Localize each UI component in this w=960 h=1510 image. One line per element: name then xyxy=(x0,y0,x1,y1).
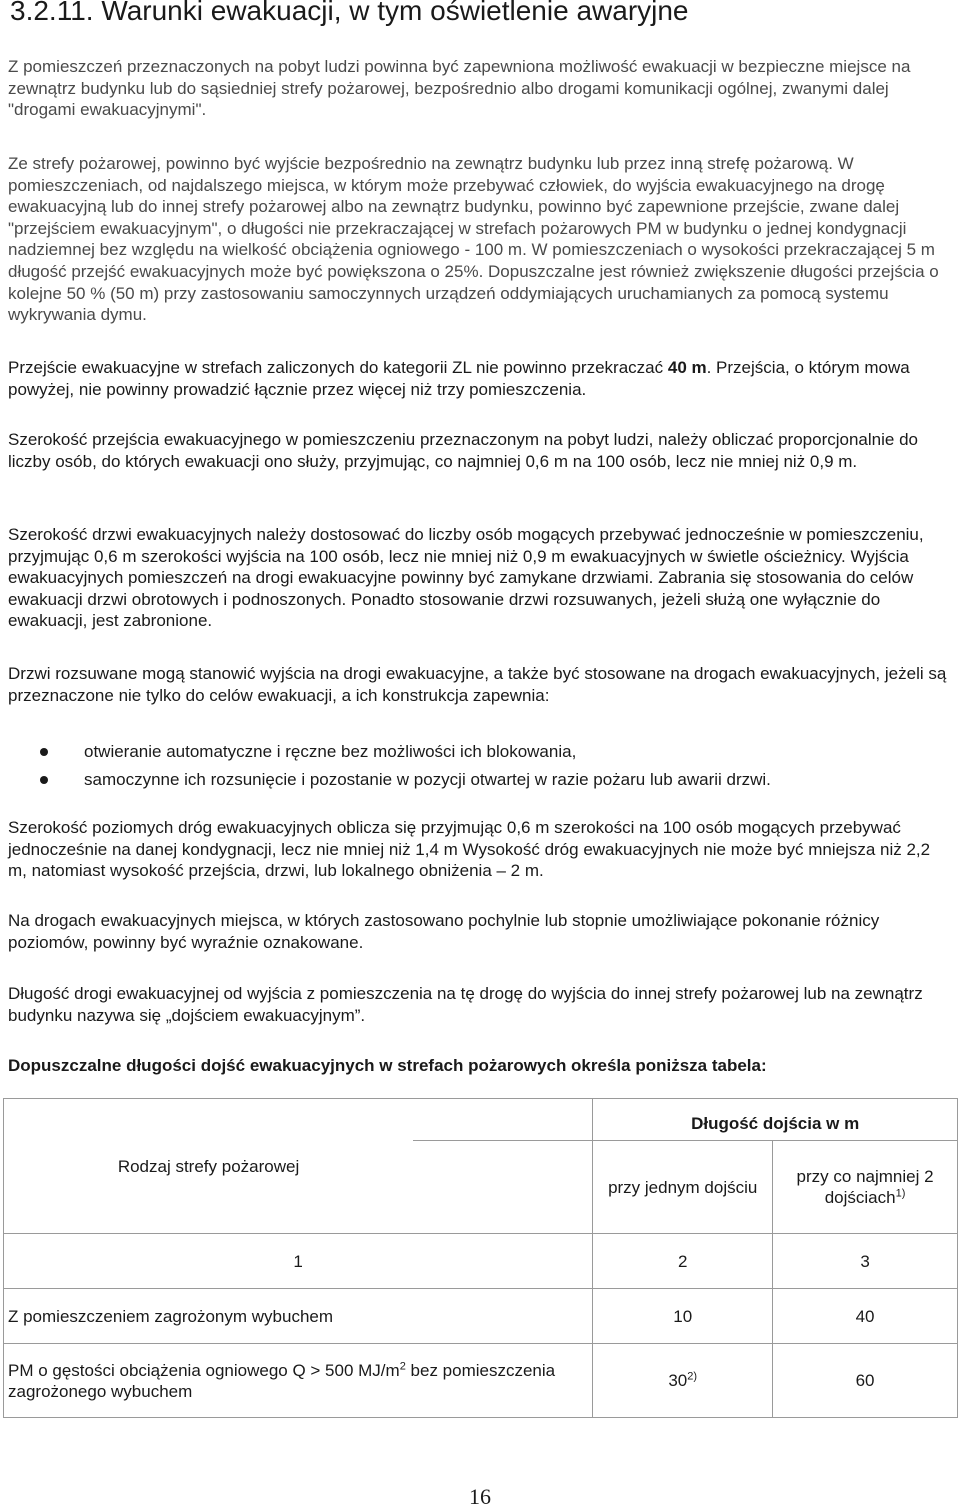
paragraph-evacuation-access: Długość drogi ewakuacyjnej od wyjścia z pomieszczenia na tę drogę do wyjścia do innej strefy pożarowej lub na zewnątrz budynku nazywa się „dojściem ewakuacyjnym”. xyxy=(8,984,923,1025)
table-row xyxy=(4,1234,958,1289)
header-multi-exit xyxy=(773,1141,958,1234)
list-item xyxy=(40,738,771,766)
multi-exit-value: 40 xyxy=(773,1289,958,1344)
zone-label-text-b: bez pomieszczenia zagrożonego wybuchem xyxy=(8,1360,556,1401)
paragraph-ramps-stairs: Na drogach ewakuacyjnych miejsca, w których zastosowano pochylnie lub stopnie umożliwiające pokonanie różnicy poziomów, powinny być wyraźnie oznakowane. xyxy=(8,911,880,952)
superscript: 2 xyxy=(399,1359,406,1372)
column-number-1: 1 xyxy=(4,1234,593,1289)
header-zone-type: Rodzaj strefy pożarowej xyxy=(4,1099,414,1234)
zl-limit-text-b: . Przejścia, o którym mowa powyżej, nie powinny prowadzić łącznie przez więcej niż trzy pomieszczenia. xyxy=(8,358,910,399)
section-heading: 3.2.11. Warunki ewakuacji, w tym oświetlenie awaryjne xyxy=(10,0,689,26)
single-exit-value: 10 xyxy=(593,1289,773,1344)
single-exit-value-text: 30 xyxy=(668,1371,688,1390)
multi-exit-value: 60 xyxy=(773,1344,958,1418)
footnote-marker: 2) xyxy=(687,1370,698,1383)
header-multi-exit-text: przy co najmniej 2 dojściach xyxy=(796,1167,934,1207)
zone-label xyxy=(4,1344,593,1418)
paragraph-door-width: Szerokość drzwi ewakuacyjnych należy dostosować do liczby osób mogących przebywać jednocześnie w pomieszczeniu, przyjmując 0,6 m szerokości wyjścia na 100 osób, lecz nie mniej niż 0,9 m ewakuacyjnych w świetle ościeżnicy. Wyjścia ewakuacyjnych pomieszczeń na drogi ewakuacyjne powinny być zamykane drzwiami. Zabrania się stosowania do celów ewakuacji drzwi obrotowych i podnoszonych. Ponadto stosowanie drzwi rozsuwanych, jeżeli służą one wyłącznie do ewakuacji, jest zabronione. xyxy=(8,525,924,631)
column-number-3: 3 xyxy=(773,1234,958,1289)
header-single-exit: przy jednym dojściu xyxy=(593,1141,773,1234)
table-row xyxy=(4,1289,958,1344)
table-row xyxy=(4,1099,958,1141)
zl-limit-value: 40 m xyxy=(667,358,707,377)
page-number: 16 xyxy=(469,1484,491,1509)
bullet-icon xyxy=(40,748,48,756)
header-spacer xyxy=(413,1099,593,1141)
zl-limit-text-a: Przejście ewakuacyjne w strefach zaliczonych do kategorii ZL nie powinno przekraczać xyxy=(8,358,668,377)
sliding-door-requirements-list xyxy=(40,738,771,794)
footnote-marker: 1) xyxy=(895,1187,906,1200)
table-title: Dopuszczalne długości dojść ewakuacyjnych w strefach pożarowych określa poniższa tabela: xyxy=(8,1056,767,1075)
header-distance-group: Długość dojścia w m xyxy=(593,1099,958,1141)
zone-label-text-a: PM o gęstości obciążenia ogniowego Q > 500 MJ/m xyxy=(8,1360,400,1380)
evacuation-distance-table xyxy=(3,1098,958,1418)
bullet-icon xyxy=(40,776,48,784)
list-item-text: otwieranie automatyczne i ręczne bez możliwości ich blokowania, xyxy=(84,742,577,761)
header-spacer xyxy=(413,1141,593,1234)
paragraph-evacuation-intro: Z pomieszczeń przeznaczonych na pobyt ludzi powinna być zapewniona możliwość ewakuacji w bezpieczne miejsce na zewnątrz budynku lub do sąsiedniej strefy pożarowej, bezpośrednio albo drogami komunikacji ogólnej, zwanymi dalej "drogami ewakuacyjnymi". xyxy=(8,57,911,120)
zone-label: Z pomieszczeniem zagrożonym wybuchem xyxy=(4,1289,593,1344)
list-item-text: samoczynne ich rozsunięcie i pozostanie w pozycji otwartej w razie pożaru lub awarii drzwi. xyxy=(84,770,771,789)
paragraph-passage-width: Szerokość przejścia ewakuacyjnego w pomieszczeniu przeznaczonym na pobyt ludzi, należy obliczać proporcjonalnie do liczby osób, do których ewakuacji ono służy, przyjmując, co najmniej 0,6 m na 100 osób, lecz nie mniej niż 0,9 m. xyxy=(8,430,918,471)
paragraph-sliding-doors: Drzwi rozsuwane mogą stanowić wyjścia na drogi ewakuacyjne, a także być stosowane na drogach ewakuacyjnych, jeżeli są przeznaczone nie tylko do celów ewakuacji, a ich konstrukcja zapewnia: xyxy=(8,664,947,705)
paragraph-horizontal-routes: Szerokość poziomych dróg ewakuacyjnych oblicza się przyjmując 0,6 m szerokości na 100 osób mogących przebywać jednocześnie na danej kondygnacji, lecz nie mniej niż 1,4 m Wysokość dróg ewakuacyjnych nie może być mniejsza niż 2,2 m, natomiast wysokość przejścia, drzwi, lub lokalnego obniżenia – 2 m. xyxy=(8,818,931,881)
single-exit-value xyxy=(593,1344,773,1418)
table-row xyxy=(4,1344,958,1418)
list-item xyxy=(40,766,771,794)
paragraph-zl-limit xyxy=(8,357,952,400)
column-number-2: 2 xyxy=(593,1234,773,1289)
paragraph-evacuation-passage: Ze strefy pożarowej, powinno być wyjście bezpośrednio na zewnątrz budynku lub przez inną strefę pożarową. W pomieszczeniach, od najdalszego miejsca, w którym może przebywać człowiek, do wyjścia ewakuacyjnego na drogę ewakuacyjną lub do innej strefy pożarowej albo na zewnątrz budynku, powinno być zapewnione przejście, zwane dalej "przejściem ewakuacyjnym", o długości nie przekraczającej w strefach pożarowych PM w budynku o jednej kondygnacji nadziemnej bez względu na wielkość obciążenia ogniowego - 100 m. W pomieszczeniach o wysokości przekraczającej 5 m długość przejść ewakuacyjnych może być powiększona o 25%. Dopuszczalne jest również zwiększenie długości przejścia o kolejne 50 % (50 m) przy zastosowaniu samoczynnych urządzeń oddymiających uruchamianych za pomocą systemu wykrywania dymu. xyxy=(8,154,939,325)
